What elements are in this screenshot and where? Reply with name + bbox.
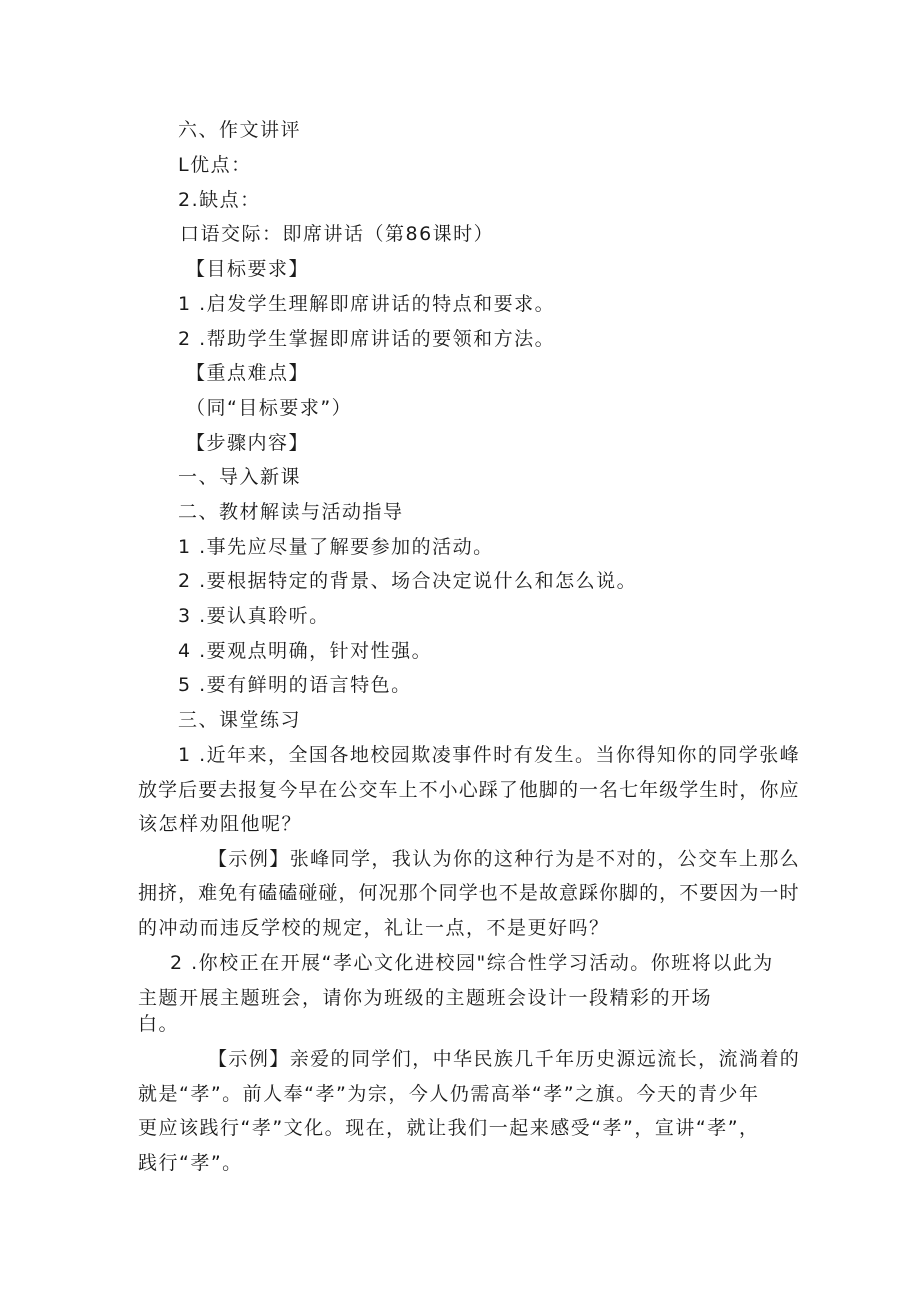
list-item: 2 .要根据特定的背景、场合决定说什么和怎么说。 <box>178 570 638 592</box>
list-item: 2.缺点： <box>178 189 261 211</box>
practice-question-2-line: 主题开展主题班会，请你为班级的主题班会设计一段精彩的开场 <box>138 987 713 1009</box>
example-1-line: 拥挤，难免有磕磕碰碰，何况那个同学也不是故意踩你脚的，不要因为一时 <box>138 882 800 904</box>
example-1-line: 的冲动而违反学校的规定，礼让一点，不是更好吗？ <box>138 917 610 939</box>
section-heading-material: 二、教材解读与活动指导 <box>178 501 404 523</box>
example-text: 亲爱的同学们，中华民族几千年历史源远流长，流淌着的 <box>289 1048 801 1070</box>
practice-question-1-line: 该怎样劝阻他呢？ <box>138 813 303 835</box>
subheading-goals: 【目标要求】 <box>186 258 310 280</box>
practice-question-1-line: 放学后要去报复今早在公交车上不小心踩了他脚的一名七年级学生时，你应 <box>138 779 800 801</box>
key-points-text: （同“目标要求”） <box>186 397 353 419</box>
example-2-line: 更应该践行“孝”文化。现在，就让我们一起来感受“孝”，宣讲“孝”， <box>138 1117 760 1139</box>
example-2-line: 就是“孝”。前人奉“孝”为宗，今人仍需高举“孝”之旗。今天的青少年 <box>138 1083 760 1105</box>
section-heading-practice: 三、课堂练习 <box>178 709 302 731</box>
list-item: 1 .启发学生理解即席讲话的特点和要求。 <box>178 293 556 315</box>
section-heading-intro: 一、导入新课 <box>178 466 302 488</box>
list-item: 5 .要有鲜明的语言特色。 <box>178 674 412 696</box>
subheading-key-points: 【重点难点】 <box>186 362 310 384</box>
example-1-line <box>208 847 800 871</box>
section-heading-essay-review: 六、作文讲评 <box>178 119 302 141</box>
list-item: 1 .事先应尽量了解要参加的活动。 <box>178 536 494 558</box>
practice-question-2-line: 2 .你校正在开展“孝心文化进校园"综合性学习活动。你班将以此为 <box>170 952 774 974</box>
subheading-steps: 【步骤内容】 <box>186 432 310 454</box>
list-item: 3 .要认真聆听。 <box>178 605 330 627</box>
example-2-line <box>208 1047 800 1071</box>
practice-question-1-line: 1 .近年来，全国各地校园欺凌事件时有发生。当你得知你的同学张峰 <box>178 744 801 766</box>
lesson-title: 口语交际：即席讲话（第86课时） <box>180 223 495 245</box>
practice-question-2-line: 白。 <box>138 1013 180 1035</box>
list-item: 2 .帮助学生掌握即席讲话的要领和方法。 <box>178 328 556 350</box>
example-label: 【示例】 <box>208 848 290 870</box>
list-item: 4 .要观点明确，针对性强。 <box>178 640 433 662</box>
list-item: L优点： <box>178 154 252 176</box>
example-text: 张峰同学，我认为你的这种行为是不对的，公交车上那么 <box>289 848 801 870</box>
example-2-line: 践行“孝”。 <box>138 1152 243 1174</box>
example-label: 【示例】 <box>208 1048 290 1070</box>
